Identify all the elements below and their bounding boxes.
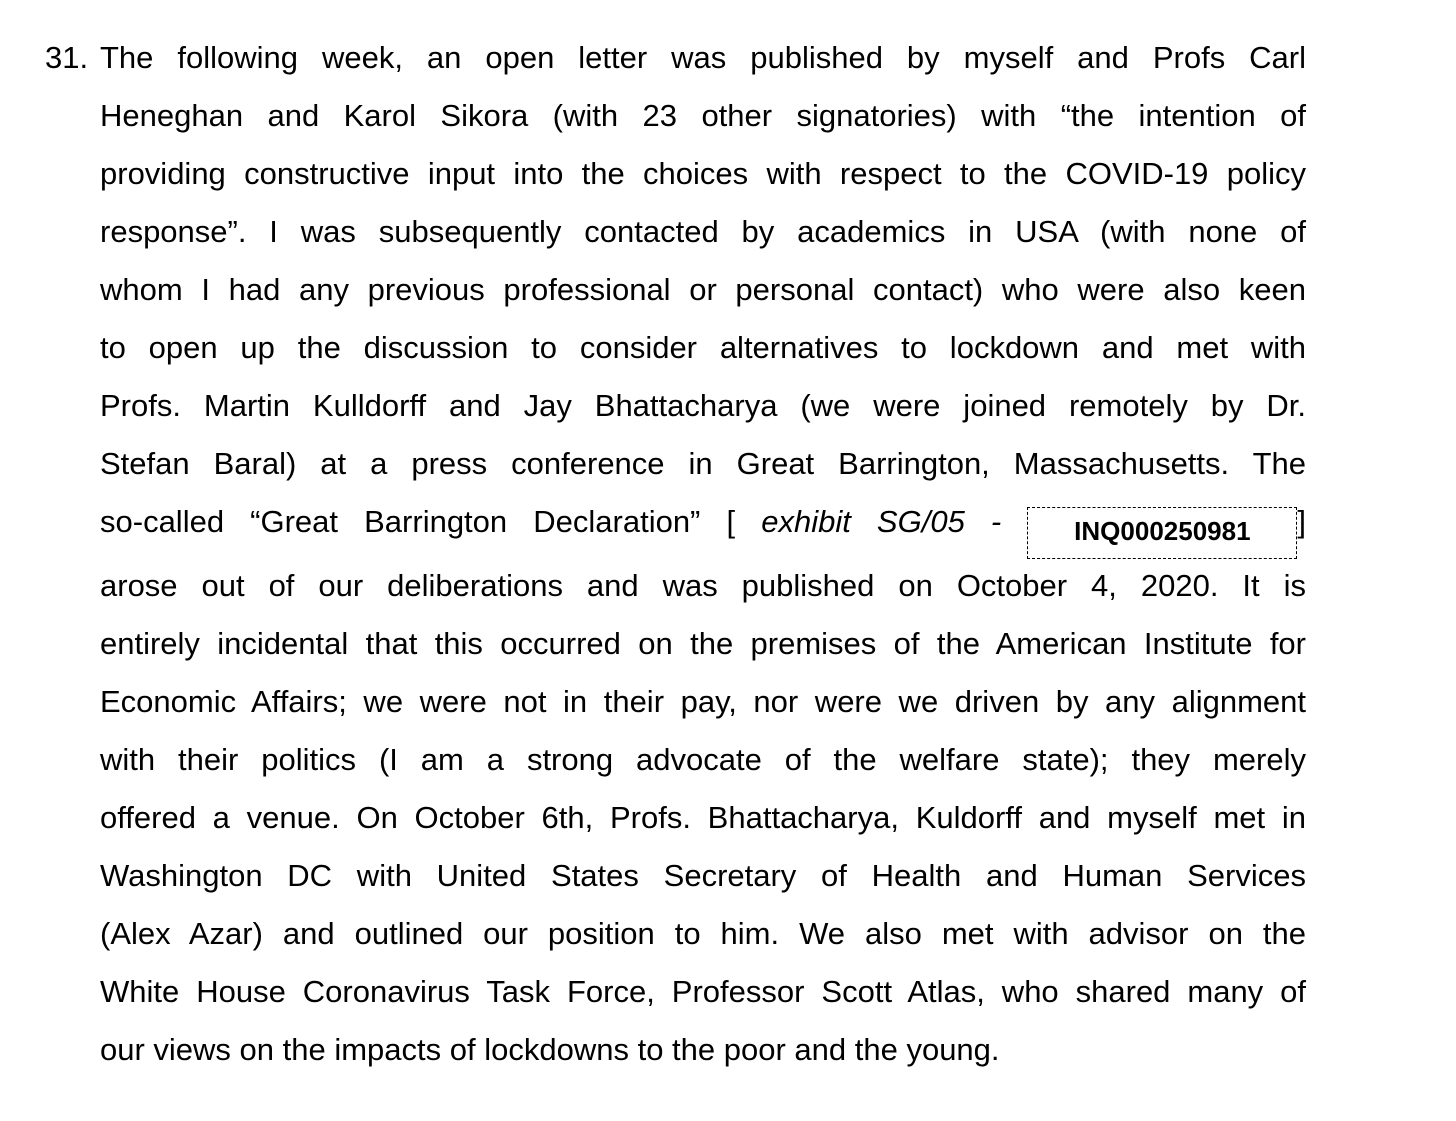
paragraph-number: 31. [45, 40, 89, 75]
text-line: Economic Affairs; we were not in their pay, nor were we driven by any alignment [100, 684, 1306, 719]
text-line: offered a venue. On October 6th, Profs. Bhattacharya, Kuldorff and myself met in [100, 800, 1306, 835]
text-line-last: our views on the impacts of lockdowns to the poor and the young. [100, 1032, 1000, 1067]
text-line: Profs. Martin Kulldorff and Jay Bhattacharya (we were joined remotely by Dr. [100, 388, 1306, 423]
text-line: providing constructive input into the choices with respect to the COVID-19 policy [100, 156, 1306, 191]
text-line: with their politics (I am a strong advocate of the welfare state); they merely [100, 742, 1306, 777]
text-line: arose out of our deliberations and was published on October 4, 2020. It is [100, 568, 1306, 603]
text-line: entirely incidental that this occurred on the premises of the American Institute for [100, 626, 1306, 661]
exhibit-line [100, 502, 1306, 566]
paragraph-31 [100, 38, 1306, 1088]
exhibit-prefix: so-called “Great Barrington Declaration” [ [100, 504, 736, 539]
text-line: response”. I was subsequently contacted by academics in USA (with none of [100, 214, 1306, 249]
text-line: White House Coronavirus Task Force, Professor Scott Atlas, who shared many of [100, 974, 1306, 1009]
exhibit-reference-box: INQ000250981 [1027, 507, 1297, 559]
text-line: whom I had any previous professional or personal contact) who were also keen [100, 272, 1306, 307]
text-line: to open up the discussion to consider alternatives to lockdown and met with [100, 330, 1306, 365]
exhibit-suffix: ] [1297, 504, 1306, 539]
text-line: Stefan Baral) at a press conference in Great Barrington, Massachusetts. The [100, 446, 1306, 481]
text-line: The following week, an open letter was published by myself and Profs Carl [100, 40, 1306, 75]
text-line: (Alex Azar) and outlined our position to him. We also met with advisor on the [100, 916, 1306, 951]
text-line: Heneghan and Karol Sikora (with 23 other signatories) with “the intention of [100, 98, 1306, 133]
exhibit-label: exhibit SG/05 - [761, 504, 1002, 539]
text-line: Washington DC with United States Secretary of Health and Human Services [100, 858, 1306, 893]
